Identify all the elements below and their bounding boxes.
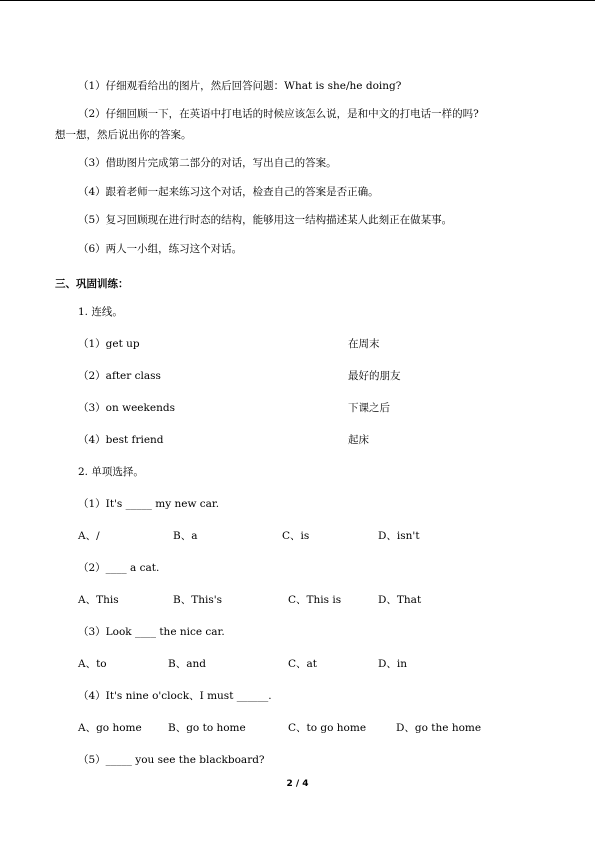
option: D、isn't (378, 530, 420, 542)
option: C、is (282, 530, 310, 542)
option: A、This (78, 594, 119, 606)
option: C、at (288, 658, 318, 670)
option: A、/ (78, 530, 100, 542)
instruction-4: （4）跟着老师一起来练习这个对话，检查自己的答案是否正确。 (78, 186, 379, 198)
section-title: 三、巩固训练： (55, 278, 129, 290)
match-right-item: 起床 (348, 434, 369, 446)
top-rule (0, 0, 595, 1)
question-stem: （5）_____ you see the blackboard? (78, 754, 265, 766)
q2-title: 2. 单项选择。 (78, 466, 144, 478)
option: A、to (78, 658, 107, 670)
instruction-1: （1）仔细观看给出的图片，然后回答问题：What is she/he doing? (78, 80, 402, 92)
match-left-item: （3）on weekends (78, 402, 175, 414)
option: D、go the home (396, 722, 482, 734)
instruction-5: （5）复习回顾现在进行时态的结构，能够用这一结构描述某人此刻正在做某事。 (78, 214, 453, 226)
instruction-2: （2）仔细回顾一下，在英语中打电话的时候应该怎么说，是和中文的打电话一样的吗? (78, 108, 479, 120)
match-left-item: （2）after class (78, 370, 161, 382)
match-left-item: （1）get up (78, 338, 140, 350)
option: B、go to home (168, 722, 246, 734)
instruction-3: （3）借助图片完成第二部分的对话，写出自己的答案。 (78, 157, 337, 169)
option: C、to go home (288, 722, 367, 734)
question-stem: （3）Look ____ the nice car. (78, 626, 225, 638)
q1-title: 1. 连线。 (78, 306, 123, 318)
option: B、and (168, 658, 206, 670)
option: C、This is (288, 594, 342, 606)
question-stem: （4）It's nine o'clock、I must ______. (78, 690, 272, 702)
instruction-2-cont: 想一想，然后说出你的答案。 (55, 129, 192, 141)
page-number: 2 / 4 (286, 779, 309, 789)
option: D、in (378, 658, 408, 670)
option: D、That (378, 594, 422, 606)
match-right-item: 最好的朋友 (348, 370, 401, 382)
option: B、a (173, 530, 198, 542)
match-right-item: 下课之后 (348, 402, 390, 414)
match-right-item: 在周末 (348, 338, 380, 350)
option: A、go home (78, 722, 142, 734)
match-left-item: （4）best friend (78, 434, 164, 446)
option: B、This's (173, 594, 223, 606)
question-stem: （1）It's _____ my new car. (78, 498, 220, 510)
instruction-6: （6）两人一小组，练习这个对话。 (78, 243, 243, 255)
question-stem: （2）____ a cat. (78, 562, 160, 574)
